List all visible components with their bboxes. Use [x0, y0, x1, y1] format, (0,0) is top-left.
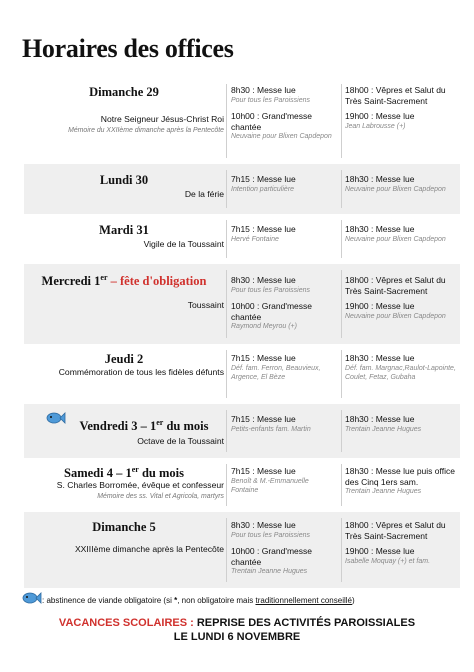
- office-cell: 18h00 : Vêpres et Salut du Très Saint-Sacrement: [345, 520, 446, 541]
- day-row-friday-3: [24, 404, 460, 458]
- office-cell: 10h00 : Grand'messe chantée Trentain Jeanne Hugues: [231, 546, 313, 575]
- day-feast: Notre Seigneur Jésus-Christ Roi: [100, 114, 224, 124]
- office-cell: 8h30 : Messe lue Pour tous les Paroissiens: [231, 275, 310, 294]
- day-row-wednesday-1: [24, 264, 460, 344]
- office-cell: 18h00 : Vêpres et Salut du Très Saint-Sacrement: [345, 275, 446, 296]
- office-cell: 8h30 : Messe lue Pour tous les Paroissiens: [231, 520, 310, 539]
- day-feast: Commémoration de tous les fidèles défunts: [58, 367, 224, 377]
- fish-icon: [22, 590, 42, 606]
- day-title: Mardi 31: [99, 223, 149, 237]
- holiday-notice-line1: VACANCES SCOLAIRES : REPRISE DES ACTIVITÉS PAROISSIALES: [58, 617, 416, 629]
- office-cell: 8h30 : Messe lue Pour tous les Paroissiens: [231, 85, 310, 104]
- legend-text: : abstinence de viande obligatoire (si *, non obligatoire mais traditionnellement conseillé): [42, 596, 355, 605]
- office-cell: 18h30 : Messe lue Neuvaine pour Blixen Capdepon: [345, 224, 446, 243]
- office-cell: 19h00 : Messe lue Neuvaine pour Blixen Capdepon: [345, 301, 446, 320]
- day-title: Mercredi 1er – fête d'obligation: [41, 273, 207, 289]
- day-row-monday-30: [24, 164, 460, 214]
- day-title: Samedi 4 – 1er du mois: [64, 465, 184, 481]
- day-feast: S. Charles Borromée, évêque et confesseur: [56, 480, 224, 490]
- holiday-notice-line2: LE LUNDI 6 NOVEMBRE: [173, 631, 301, 643]
- day-row-saturday-4: [24, 458, 460, 512]
- day-title: Lundi 30: [99, 173, 149, 187]
- day-row-thursday-2: [24, 344, 460, 404]
- office-cell: 18h00 : Vêpres et Salut du Très Saint-Sacrement: [345, 85, 446, 106]
- office-cell: 18h30 : Messe lue Neuvaine pour Blixen Capdepon: [345, 174, 446, 193]
- day-feast: De la férie: [184, 189, 224, 199]
- office-cell: 7h15 : Messe lue Intention particulière: [231, 174, 296, 193]
- office-cell: 18h30 : Messe lue Déf. fam. Margnac,Raulot-Lapointe, Coulet, Fetaz, Gubaha: [345, 353, 456, 381]
- office-cell: 19h00 : Messe lue Isabelle Moquay (+) et fam.: [345, 546, 431, 565]
- day-row-tuesday-31: [24, 214, 460, 264]
- day-feast: XXIIIème dimanche après la Pentecôte: [74, 544, 224, 554]
- day-title: Vendredi 3 – 1er du mois: [79, 418, 209, 434]
- office-cell: 19h00 : Messe lue Jean Labrousse (+): [345, 111, 415, 130]
- day-feast: Octave de la Toussaint: [137, 436, 224, 446]
- day-title: Jeudi 2: [104, 352, 144, 366]
- day-row-sunday-5: [24, 512, 460, 588]
- day-note: Mémoire des ss. Vital et Agricola, martyrs: [97, 493, 224, 500]
- day-note: Mémoire du XXIIème dimanche après la Pentecôte: [68, 127, 224, 134]
- office-cell: 18h30 : Messe lue puis office des Cinq 1ers sam. Trentain Jeanne Hugues: [345, 466, 455, 495]
- office-cell: 10h00 : Grand'messe chantée Neuvaine pour Blixen Capdepon: [231, 111, 332, 140]
- day-row-sunday-29: [24, 78, 460, 164]
- office-cell: 10h00 : Grand'messe chantée Raymond Meyrou (+): [231, 301, 313, 330]
- office-cell: 7h15 : Messe lue Petits-enfants fam. Martin: [231, 414, 311, 433]
- office-cell: 18h30 : Messe lue Trentain Jeanne Hugues: [345, 414, 422, 433]
- office-cell: 7h15 : Messe lue Déf. fam. Ferron, Beauvieux, Argence, El Bèze: [231, 353, 321, 381]
- day-feast: Toussaint: [187, 300, 224, 310]
- page-title: Horaires des offices: [22, 34, 234, 63]
- office-cell: 7h15 : Messe lue Hervé Fontaine: [231, 224, 296, 243]
- day-title: Dimanche 29: [89, 85, 159, 99]
- day-title: Dimanche 5: [92, 520, 156, 534]
- office-cell: 7h15 : Messe lue Benoît & M.-Emmanuelle Fontaine: [231, 466, 309, 494]
- day-feast: Vigile de la Toussaint: [143, 239, 224, 249]
